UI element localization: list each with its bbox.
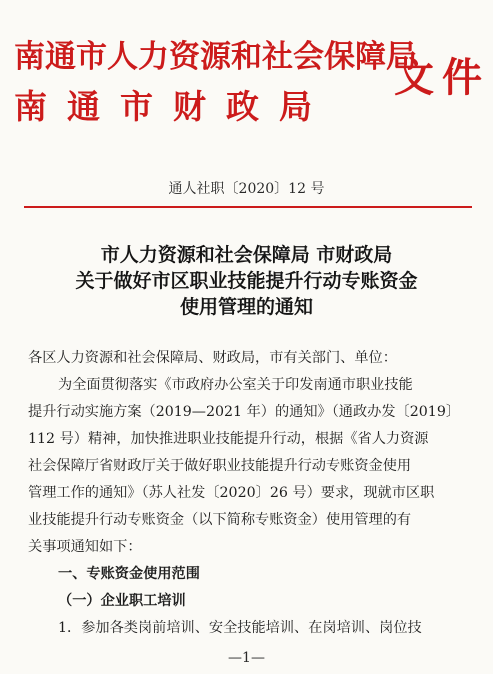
body-line: 为全面贯彻落实《市政府办公室关于印发南通市职业技能 <box>58 377 413 393</box>
title-line-3: 使用管理的通知 <box>179 296 313 318</box>
body-line: 关事项通知如下： <box>28 539 142 555</box>
title-line-2: 关于做好市区职业技能提升行动专账资金 <box>75 270 418 292</box>
document-number: 通人社职〔2020〕12 号 <box>168 181 325 197</box>
list-item: 1．参加各类岗前培训、安全技能培训、在岗培训、岗位技 <box>58 620 422 636</box>
section-heading: 一、专账资金使用范围 <box>58 566 200 582</box>
issuing-org-line-1: 南通市人力资源和社会保障局 <box>14 39 417 75</box>
body-line: 管理工作的通知》（苏人社发〔2020〕26 号）要求，现就市区职 <box>28 485 435 501</box>
title-line-1: 市人力资源和社会保障局 市财政局 <box>100 244 393 266</box>
body-line: 提升行动实施方案（2019—2021 年）的通知》（通政办发〔2019〕 <box>28 404 461 420</box>
page-number: —1— <box>228 650 265 666</box>
body-line: 业技能提升行动专账资金（以下简称专账资金）使用管理的有 <box>28 512 412 528</box>
subsection-heading: （一）企业职工培训 <box>58 593 186 609</box>
document-label: 文件 <box>394 54 490 101</box>
issuing-org-line-2: 南通市财政局 <box>14 87 332 126</box>
red-divider-line <box>24 206 472 208</box>
salutation: 各区人力资源和社会保障局、财政局，市有关部门、单位： <box>28 350 397 366</box>
body-line: 112 号）精神，加快推进职业技能提升行动，根据《省人力资源 <box>28 431 429 447</box>
body-line: 社会保障厅省财政厅关于做好职业技能提升行动专账资金使用 <box>28 458 412 474</box>
red-header <box>14 39 490 132</box>
